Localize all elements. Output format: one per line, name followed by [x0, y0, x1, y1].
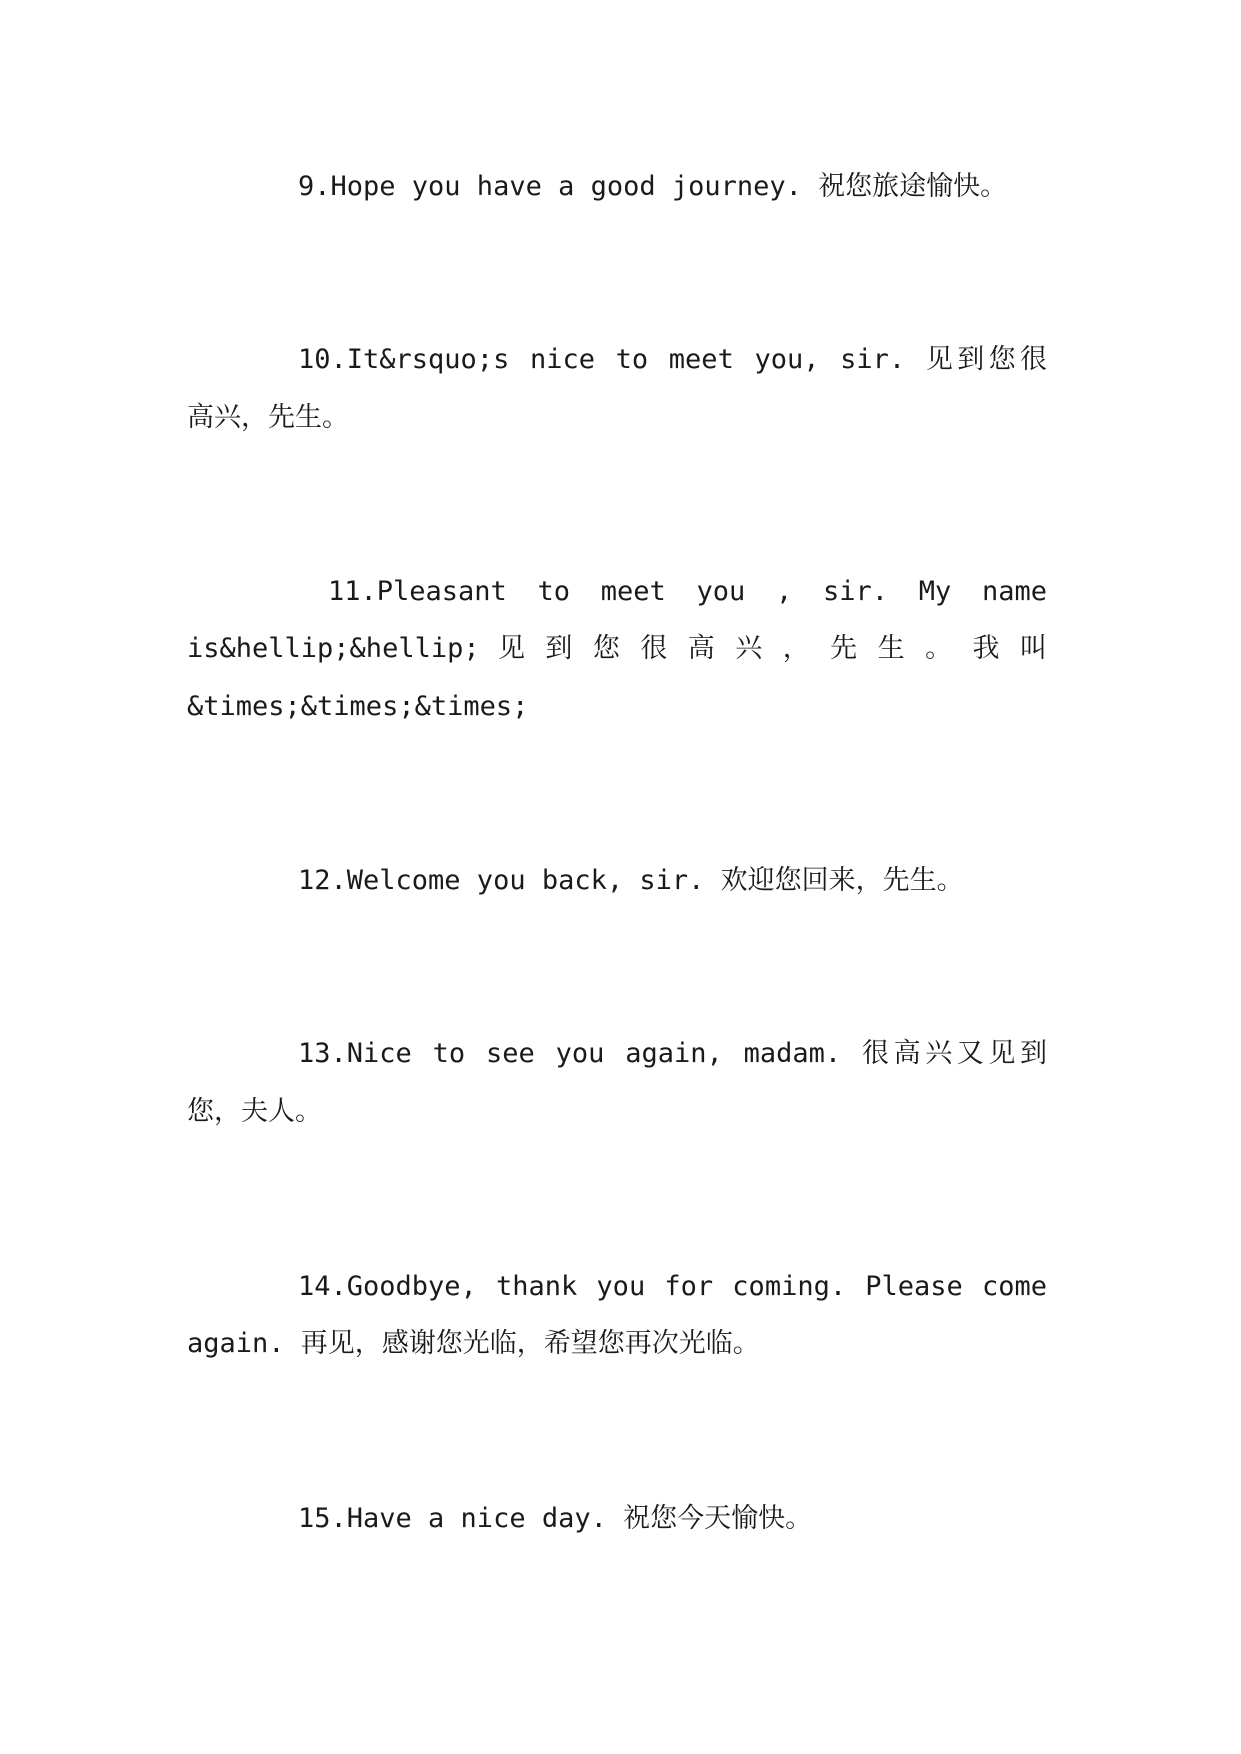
phrase-15: 15.Have a nice day. 祝您今天愉快。 — [298, 1503, 813, 1534]
phrase-10-line-2: 高兴，先生。 — [187, 402, 349, 433]
phrase-13-line-1: 13.Nice to see you again, madam. 很高兴又见到 — [298, 1038, 1047, 1069]
phrase-11-line-3: &times;&times;&times; — [187, 691, 529, 722]
phrase-14-line-2: again. 再见，感谢您光临，希望您再次光临。 — [187, 1328, 760, 1359]
phrase-10-line-1: 10.It&rsquo;s nice to meet you, sir. 见到您很 — [298, 344, 1047, 375]
phrase-9: 9.Hope you have a good journey. 祝您旅途愉快。 — [298, 171, 1008, 202]
phrase-11-line-2: is&hellip;&hellip; 见 到 您 很 高 兴 ， 先 生 。 我 叫 — [187, 633, 1047, 664]
phrase-11-line-1: 11.Pleasant to meet you , sir. My name — [328, 576, 1047, 607]
phrase-14-line-1: 14.Goodbye, thank you for coming. Please come — [298, 1271, 1047, 1302]
phrase-12: 12.Welcome you back, sir. 欢迎您回来，先生。 — [298, 865, 964, 896]
phrase-13-line-2: 您，夫人。 — [187, 1096, 322, 1127]
